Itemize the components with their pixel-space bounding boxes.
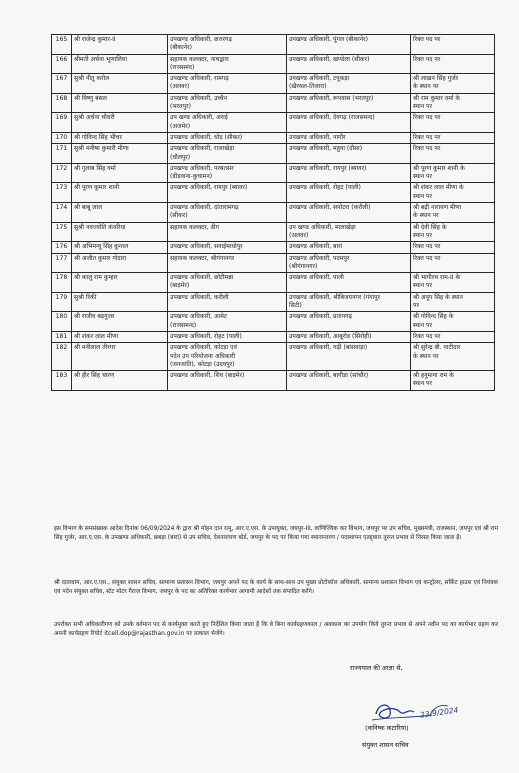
new-posting-cell: उपखण्ड अधिकारी, आबूरोड (सिरोही) — [287, 331, 411, 342]
serial-number-cell: 175 — [52, 222, 72, 242]
table-row — [52, 132, 495, 143]
current-posting-cell: उपखण्ड अधिकारी, रामगढ़ (अलवर) — [168, 74, 287, 94]
handwritten-date: 23/9/2024 — [419, 705, 459, 720]
officer-name-cell: श्री कालु राम कुम्हार — [72, 273, 168, 293]
officer-name-cell: सुश्री नीतू करोल — [72, 74, 168, 94]
table-row — [52, 312, 495, 332]
remark-cell: रिक्त पद पर — [411, 253, 495, 273]
current-posting-cell: उपखण्ड अधिकारी, रोहट (पाली) — [168, 331, 287, 342]
officer-name-cell: सुश्री नवज्योति कंवरिया — [72, 222, 168, 242]
remark-cell: श्री अनूप सिंह के स्थान पर — [411, 292, 495, 312]
current-posting-cell: उपखण्ड अधिकारी, कोटड़ा एवं पदेन उप परियोजना अधिकारी (जनजाति), कोटड़ा (उदयपुर) — [168, 343, 287, 371]
new-posting-cell: उपखण्ड अधिकारी, टपूकड़ा (खैरथल-तिजारा) — [287, 74, 411, 94]
new-posting-cell: उपखण्ड अधिकारी, महुवा (दौसा) — [287, 144, 411, 164]
remark-cell: श्री लाखन सिंह गुर्जर के स्थान पर — [411, 74, 495, 94]
new-posting-cell: उपखण्ड अधिकारी, सपोटरा (करौली) — [287, 203, 411, 223]
new-posting-cell: उपखण्ड अधिकारी, रूपवास (भरतपुर) — [287, 93, 411, 113]
serial-number-cell: 173 — [52, 183, 72, 203]
new-posting-cell: उपखण्ड अधिकारी, रोहट (पाली) — [287, 183, 411, 203]
new-posting-cell: उप खण्ड अधिकारी, मालाखेड़ा (अलवर) — [287, 222, 411, 242]
remark-cell: रिक्त पद पर — [411, 144, 495, 164]
serial-number-cell: 169 — [52, 113, 72, 133]
notice-paragraph-additional-charge: श्री दातावाम, आर.ए.एस., संयुक्त शासन सचिव, सामान्य प्रशासन विभाग, जयपुर अपने पद के कार्य के साथ-साथ उप मुख्य प्रोटोकॉल अधिकारी, सामान्य प्रशासन विभाग एवं कन्ट्रोलर, सर्किट हाउस एवं नियंत्रक एवं पदेन संयुक्त सचिव, स्टेट मोटर गैराज विभाग, जयपुर के पद का अतिरिक्त कार्यभार आगामी आदेशों तक संपादित करेंगे। — [54, 579, 498, 596]
remark-cell: रिक्त पद पर — [411, 113, 495, 133]
serial-number-cell: 178 — [52, 273, 72, 293]
table-row — [52, 163, 495, 183]
officer-name-cell: श्री पूरण कुमार शानी — [72, 183, 168, 203]
table-row — [52, 183, 495, 203]
new-posting-cell: उपखण्ड अधिकारी, रायपुर (ब्यावर) — [287, 163, 411, 183]
serial-number-cell: 170 — [52, 132, 72, 143]
remark-cell: श्री भागीरथ राम-II के स्थान पर — [411, 273, 495, 293]
remark-cell: रिक्त पद पर — [411, 242, 495, 253]
table-row — [52, 242, 495, 253]
table-row — [52, 331, 495, 342]
serial-number-cell: 180 — [52, 312, 72, 332]
serial-number-cell: 172 — [52, 163, 72, 183]
table-row — [52, 113, 495, 133]
remark-cell: श्री गोविन्द सिंह के स्थान पर — [411, 312, 495, 332]
current-posting-cell: उपखण्ड अधिकारी, राजाखेड़ा (धौलपुर) — [168, 144, 287, 164]
serial-number-cell: 177 — [52, 253, 72, 273]
table-row — [52, 93, 495, 113]
officer-name-cell: श्री राजेन्द्र कुमार-II — [72, 35, 168, 55]
remark-cell: रिक्त पद पर — [411, 35, 495, 55]
officer-name-cell: श्री शंकर लाल मीणा — [72, 331, 168, 342]
current-posting-cell: उपखण्ड अधिकारी, धोद (सीकर) — [168, 132, 287, 143]
current-posting-cell: उपखण्ड अधिकारी, रायपुर (ब्यावर) — [168, 183, 287, 203]
remark-cell: श्री हनुमाना राम के स्थान पर — [411, 371, 495, 391]
remark-cell: रिक्त पद पर — [411, 54, 495, 74]
officer-name-cell: श्री विष्णु बंसल — [72, 93, 168, 113]
serial-number-cell: 179 — [52, 292, 72, 312]
new-posting-cell: उपखण्ड अधिकारी, श्रीबिजयनगर (गंगापुर सिटी) — [287, 292, 411, 312]
new-posting-cell: उपखण्ड अधिकारी, प्रतापगढ़ — [287, 312, 411, 332]
remark-cell: श्री बद्री नारायण मीणा के स्थान पर — [411, 203, 495, 223]
serial-number-cell: 176 — [52, 242, 72, 253]
signatory-name: (कनिष्क कटारिया) — [365, 724, 409, 732]
new-posting-cell: उपखण्ड अधिकारी, गढ़ी (बांसवाड़ा) — [287, 343, 411, 371]
current-posting-cell: उपखण्ड अधिकारी, करौली — [168, 292, 287, 312]
table-row — [52, 222, 495, 242]
serial-number-cell: 174 — [52, 203, 72, 223]
remark-cell: रिक्त पद पर — [411, 132, 495, 143]
serial-number-cell: 183 — [52, 371, 72, 391]
remark-cell: श्री देवी सिंह के स्थान पर — [411, 222, 495, 242]
officer-name-cell: सुश्री मनीषा कुमारी मीणा — [72, 144, 168, 164]
serial-number-cell: 166 — [52, 54, 72, 74]
officer-name-cell: सुश्री अर्चना चौधरी — [72, 113, 168, 133]
new-posting-cell: उपखण्ड अधिकारी, बागीडा (सांचौर) — [287, 371, 411, 391]
officer-name-cell: श्री हीर सिंह चारण — [72, 371, 168, 391]
officer-name-cell: श्री बाबू लाल — [72, 203, 168, 223]
table-row — [52, 54, 495, 74]
current-posting-cell: उपखण्ड अधिकारी, छत्तरगढ़ (बीकानेर) — [168, 35, 287, 55]
table-body — [52, 35, 495, 391]
serial-number-cell: 165 — [52, 35, 72, 55]
remark-cell: श्री शंकर लाल मीणा के स्थान पर — [411, 183, 495, 203]
table-row — [52, 35, 495, 55]
table-row — [52, 203, 495, 223]
current-posting-cell: उपखण्ड अधिकारी, परबतसर (डीडवाना-कुचामन) — [168, 163, 287, 183]
remark-cell: श्री सुरेन्द्र बी. पाटीदार के स्थान पर — [411, 343, 495, 371]
signatory-designation: संयुक्त शासन सचिव — [362, 741, 409, 749]
current-posting-cell: उपखण्ड अधिकारी, छोटीमन्ना (बाड़मेर) — [168, 273, 287, 293]
serial-number-cell: 167 — [52, 74, 72, 94]
officer-name-cell: श्री अजीत कुमार गोदारा — [72, 253, 168, 273]
new-posting-cell: उपखण्ड अधिकारी, खण्डेला (सीकर) — [287, 54, 411, 74]
new-posting-cell: उपखण्ड अधिकारी, पदमपुर (श्रीगंगानगर) — [287, 253, 411, 273]
officer-name-cell: श्री गुलाब सिंह वर्मा — [72, 163, 168, 183]
current-posting-cell: उपखण्ड अधिकारी, सवाईमाधोपुर — [168, 242, 287, 253]
transfer-table — [51, 34, 495, 391]
new-posting-cell: उपखण्ड अधिकारी, नागौर — [287, 132, 411, 143]
notice-paragraph-cancellation: इस विभाग के समसंख्यक आदेश दिनांक 06/09/2024 के द्वारा श्री मोहन दान रत्नू, आर.ए.एस. के उपायुक्त, जयपुर-III, वाणिज्यिक कर विभाग, जयपुर पर उप सचिव, मुख्यमंत्री, राजस्थान, जयपुर एवं श्री राम सिंह गुर्जर, आर.ए.एस. के उपखण्ड अधिकारी, छबड़ा (बारां) से उप सचिव, देवनारायण बोर्ड, जयपुर के पद पर किया गया स्थानान्तरण / पदस्थापन एतद्द्वारा तुरन्त प्रभाव से निरस्त किया जाता है। — [54, 525, 498, 542]
current-posting-cell: सहायक कलक्टर, नाथद्वारा (राजसमंद) — [168, 54, 287, 74]
order-authority-line: राज्यपाल की आज्ञा से, — [350, 664, 403, 672]
officer-name-cell: सुश्री रिंकी — [72, 292, 168, 312]
table-row — [52, 343, 495, 371]
serial-number-cell: 171 — [52, 144, 72, 164]
current-posting-cell: सहायक कलक्टर, डीग — [168, 222, 287, 242]
notice-paragraph-joining-instructions: उपरोक्त सभी अधिकारीगण को उनके वर्तमान पद से कार्यमुक्त करते हुए निर्देशित किया जाता है कि वे बिना कार्यग्रहणकाल / अवकाश का उपयोग किये तुरन्त प्रभाव से अपने नवीन पद का कार्यभार ग्रहण कर अपनी कार्यग्रहण रिपोर्ट itcell.dop@rajasthan.gov.in पर तत्काल भेजेंगे। — [54, 621, 498, 638]
table-row — [52, 273, 495, 293]
new-posting-cell: उपखण्ड अधिकारी, पाली — [287, 273, 411, 293]
current-posting-cell: उपखण्ड अधिकारी, आमेट (राजसमन्द) — [168, 312, 287, 332]
table-row — [52, 371, 495, 391]
table-row — [52, 74, 495, 94]
current-posting-cell: उपखण्ड अधिकारी, शिव (बाड़मेर) — [168, 371, 287, 391]
current-posting-cell: उपखण्ड अधिकारी, दांतारामगढ़ (सीकर) — [168, 203, 287, 223]
remark-cell: श्री पूरण कुमार शानी के स्थान पर — [411, 163, 495, 183]
current-posting-cell: उपखण्ड अधिकारी, उच्चैन (भरतपुर) — [168, 93, 287, 113]
table-row — [52, 253, 495, 273]
remark-cell: रिक्त पद पर — [411, 331, 495, 342]
current-posting-cell: सहायक कलक्टर, श्रीगंगानगर — [168, 253, 287, 273]
table-row — [52, 292, 495, 312]
serial-number-cell: 181 — [52, 331, 72, 342]
new-posting-cell: उपखण्ड अधिकारी, पूंगल (बीकानेर) — [287, 35, 411, 55]
officer-name-cell: श्री अभिमन्यु सिंह कुन्तल — [72, 242, 168, 253]
remark-cell: श्री राम कुमार वर्मा के स्थान पर — [411, 93, 495, 113]
officer-name-cell: श्री मनीलाल तीरगर — [72, 343, 168, 371]
table-row — [52, 144, 495, 164]
officer-name-cell: श्री राजीव बड़गुजर — [72, 312, 168, 332]
current-posting-cell: उप खण्ड अधिकारी, अराई (अजमेर) — [168, 113, 287, 133]
officer-name-cell: श्रीमती अर्चना भूणालिया — [72, 54, 168, 74]
serial-number-cell: 182 — [52, 343, 72, 371]
serial-number-cell: 168 — [52, 93, 72, 113]
officer-name-cell: श्री गोविन्द सिंह भीचर — [72, 132, 168, 143]
new-posting-cell: उपखण्ड अधिकारी, बारां — [287, 242, 411, 253]
new-posting-cell: उपखण्ड अधिकारी, देवगढ़ (राजसमन्द) — [287, 113, 411, 133]
